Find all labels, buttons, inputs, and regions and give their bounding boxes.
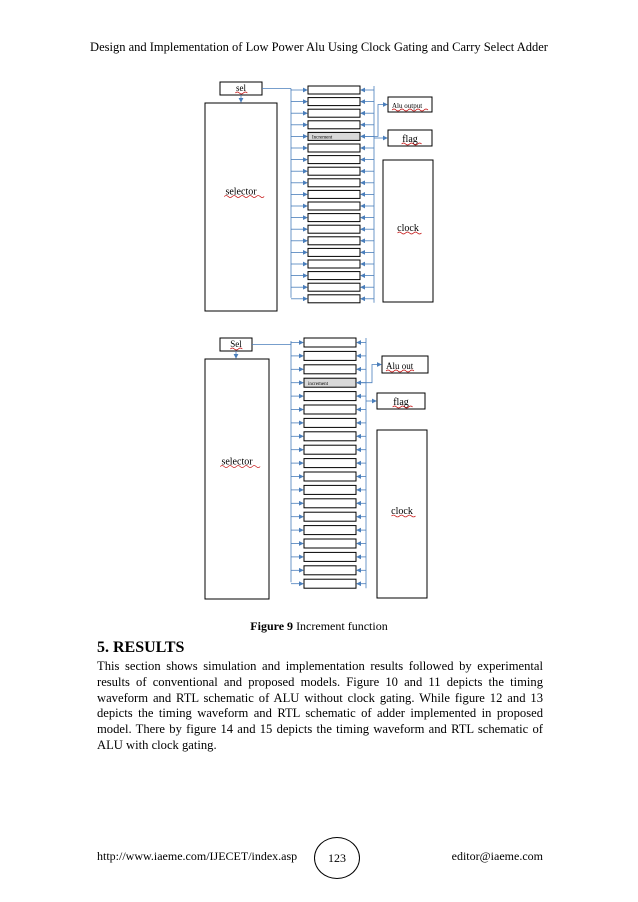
- bottom-register-box: [304, 338, 356, 347]
- bottom-top-entry: [291, 343, 303, 345]
- bottom-register-box: [304, 499, 356, 508]
- top-register-box: [308, 156, 360, 164]
- bottom-register-box: [304, 445, 356, 454]
- bottom-register-box: [304, 392, 356, 401]
- page-number: 123: [314, 837, 360, 879]
- top-selector-label: selector: [225, 186, 257, 198]
- bottom-register-box: [304, 432, 356, 441]
- bottom-register-box: [304, 365, 356, 374]
- bottom-selector-label: selector: [221, 456, 253, 468]
- top-top-entry: [291, 89, 307, 91]
- body-paragraph: This section shows simulation and implementation results followed by experimental results of conventional and proposed models. Figure 10 and 11 depicts the timing waveform and RTL schematic of ALU without clock gating. While figure 12 and 13 depicts the timing waveform and RTL schematic of adder implemented in proposed model. There by figure 14 and 15 depicts the timing waveform and RTL schematic of ALU with clock gating.: [97, 659, 543, 752]
- top-increment-label: Increment: [312, 135, 333, 141]
- bottom-register-box: [304, 539, 356, 548]
- bottom-register-box: [304, 566, 356, 575]
- bottom-register-box: [304, 351, 356, 360]
- top-register-box: [308, 121, 360, 129]
- top-register-box: [308, 295, 360, 303]
- top-register-box: [308, 144, 360, 152]
- bottom-register-box: [304, 579, 356, 588]
- top-register-box: [308, 248, 360, 256]
- top-register-box: [308, 202, 360, 210]
- bottom-register-box: [304, 418, 356, 427]
- bottom-inc-to-alu: [356, 365, 381, 383]
- top-register-box: [308, 214, 360, 222]
- bottom-increment-label: increment: [308, 382, 328, 388]
- bottom-clock-label: clock: [391, 506, 413, 517]
- top-alu-output-label: Alu output: [392, 102, 423, 110]
- section-heading: 5. RESULTS: [97, 639, 185, 656]
- bottom-register-box: [304, 552, 356, 561]
- caption-number: Figure 9: [250, 619, 294, 633]
- top-inc-to-alu: [360, 105, 387, 137]
- bottom-alu-output-label: Alu out: [386, 361, 414, 371]
- top-register-box: [308, 272, 360, 280]
- bottom-register-box: [304, 526, 356, 535]
- footer-email[interactable]: editor@iaeme.com: [451, 849, 543, 863]
- top-register-box: [308, 225, 360, 233]
- top-register-box: [308, 109, 360, 117]
- top-register-box: [308, 260, 360, 268]
- footer-url[interactable]: http://www.iaeme.com/IJECET/index.asp: [97, 849, 298, 863]
- bottom-register-box: [304, 485, 356, 494]
- bottom-sel-label: Sel: [230, 339, 242, 349]
- top-register-box: [308, 86, 360, 94]
- bottom-register-box: [304, 512, 356, 521]
- top-register-box: [308, 167, 360, 175]
- figure-caption: [0, 619, 638, 634]
- top-flag-label: flag: [402, 134, 418, 145]
- top-clock-label: clock: [397, 223, 419, 234]
- running-header: Design and Implementation of Low Power Alu Using Clock Gating and Carry Select Adder: [90, 40, 548, 54]
- top-selector-box: [205, 103, 277, 311]
- top-register-box: [308, 190, 360, 198]
- bottom-register-box: [304, 459, 356, 468]
- top-register-box: [308, 179, 360, 187]
- top-register-box: [308, 98, 360, 106]
- top-register-box: [308, 283, 360, 291]
- bottom-selector-box: [205, 359, 269, 599]
- bottom-register-box: [304, 405, 356, 414]
- caption-text: Increment function: [293, 619, 388, 633]
- top-register-box: [308, 237, 360, 245]
- bottom-register-box: [304, 472, 356, 481]
- bottom-flag-label: flag: [393, 397, 409, 408]
- top-sel-label: sel: [236, 83, 246, 93]
